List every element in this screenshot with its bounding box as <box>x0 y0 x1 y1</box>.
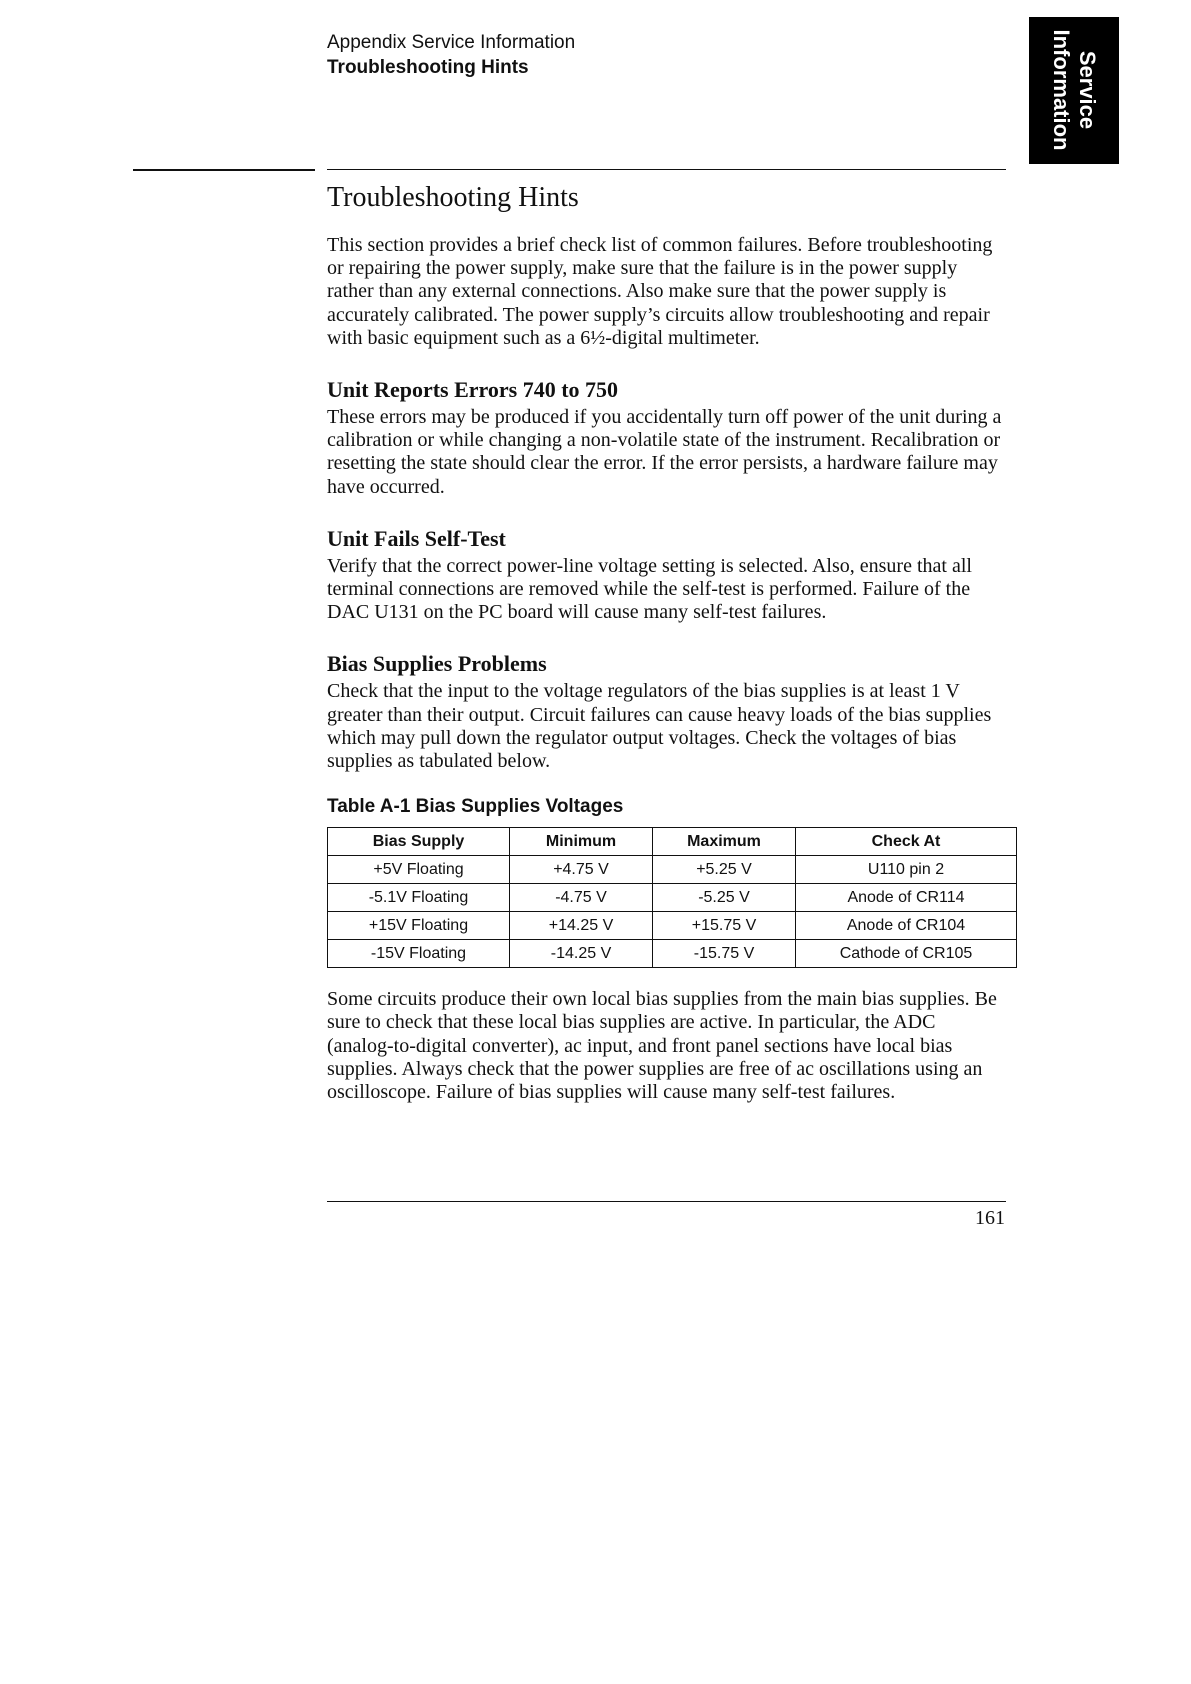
column-header: Bias Supply <box>328 828 510 856</box>
section-title: Troubleshooting Hints <box>327 182 579 213</box>
table-header-row <box>328 828 1017 856</box>
table-cell: Anode of CR104 <box>796 912 1017 940</box>
table-cell: -5.1V Floating <box>328 884 510 912</box>
page-number: 161 <box>975 1207 1005 1229</box>
table-row <box>328 856 1017 884</box>
column-header: Check At <box>796 828 1017 856</box>
bias-voltages-table <box>327 827 1017 968</box>
table-row <box>328 940 1017 968</box>
column-header: Minimum <box>510 828 653 856</box>
closing-paragraph: Some circuits produce their own local bias supplies from the main bias supplies. Be sure to check that these local bias supplies are active. In particular, the ADC (analog-to-digital converter), ac input, and front panel sections have local bias supplies. Always check that the power supplies are free of ac oscillations using an oscilloscope. Failure of bias supplies will cause many self-test failures. <box>327 988 997 1104</box>
table-cell: -15V Floating <box>328 940 510 968</box>
subsection-heading-self-test: Unit Fails Self-Test <box>327 525 506 551</box>
table-cell: +5V Floating <box>328 856 510 884</box>
table-cell: U110 pin 2 <box>796 856 1017 884</box>
table-cell: -5.25 V <box>653 884 796 912</box>
running-header <box>327 30 575 80</box>
subsection-body-bias: Check that the input to the voltage regulators of the bias supplies is at least 1 V greater than their output. Circuit failures can cause heavy loads of the bias supplies which may pull down the regulator output voltages. Check the voltages of bias supplies as tabulated below. <box>327 680 992 773</box>
table-cell: +4.75 V <box>510 856 653 884</box>
chapter-tab-line2: Information <box>1049 29 1074 151</box>
chapter-tab-line1: Service <box>1075 50 1100 130</box>
table-cell: -14.25 V <box>510 940 653 968</box>
subsection-heading-errors: Unit Reports Errors 740 to 750 <box>327 377 619 403</box>
intro-paragraph: This section provides a brief check list of common failures. Before troubleshooting or repairing the power supply, make sure that the failure is in the power supply rather than any external connections. Also make sure that the power supply is accurately calibrated. The power supply’s circuits allow troubleshooting and repair with basic equipment such as a 6½-digital multimeter. <box>327 234 993 349</box>
margin-rule <box>133 169 315 171</box>
table-cell: Cathode of CR105 <box>796 940 1017 968</box>
table-cell: +15V Floating <box>328 912 510 940</box>
section-rule <box>327 169 1006 170</box>
table-cell: +5.25 V <box>653 856 796 884</box>
chapter-tab <box>1029 17 1119 164</box>
column-header: Maximum <box>653 828 796 856</box>
table-cell: -15.75 V <box>653 940 796 968</box>
table-row <box>328 884 1017 912</box>
table-caption: Table A-1 Bias Supplies Voltages <box>327 796 624 818</box>
footer-rule <box>327 1201 1006 1202</box>
table-cell: +14.25 V <box>510 912 653 940</box>
header-section: Troubleshooting Hints <box>327 57 529 78</box>
chapter-tab-label <box>1048 30 1100 151</box>
subsection-heading-bias: Bias Supplies Problems <box>327 651 547 677</box>
subsection-body-errors: These errors may be produced if you accidentally turn off power of the unit during a calibration or while changing a non-volatile state of the instrument. Recalibration or resetting the state should clear the error. If the error persists, a hardware failure may have occurred. <box>327 406 1002 498</box>
table-cell: Anode of CR114 <box>796 884 1017 912</box>
table-cell: -4.75 V <box>510 884 653 912</box>
header-chapter: Appendix Service Information <box>327 32 576 53</box>
subsection-body-self-test: Verify that the correct power-line voltage setting is selected. Also, ensure that all terminal connections are removed while the self-test is performed. Failure of the DAC U131 on the PC board will cause many self-test failures. <box>327 554 972 624</box>
page-content <box>327 180 1017 1104</box>
table-row <box>328 912 1017 940</box>
table-cell: +15.75 V <box>653 912 796 940</box>
